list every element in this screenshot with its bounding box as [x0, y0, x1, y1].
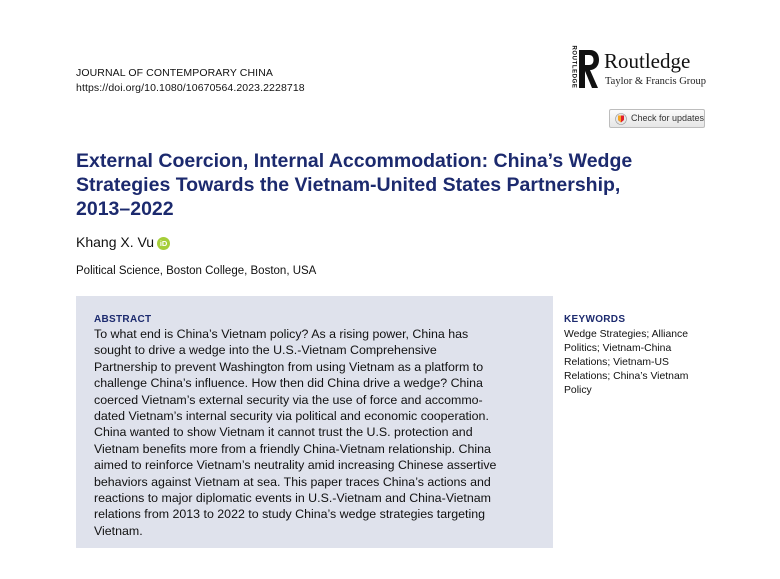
title-line: Strategies Towards the Vietnam-United States Partnership,: [76, 174, 621, 196]
abstract-text: [94, 326, 535, 539]
abstract-line: behaviors against Vietnam at sea. This paper traces China’s actions and: [94, 474, 491, 489]
keywords-list: [564, 328, 714, 398]
abstract-line: reactions to major diplomatic events in U.S.-Vietnam and China-Vietnam: [94, 491, 491, 506]
author-name: Khang X. Vu: [76, 234, 155, 250]
crossmark-icon: [615, 113, 627, 125]
keywords-line: Politics; Vietnam-China: [564, 343, 672, 354]
abstract-line: Partnership to prevent Washington from using Vietnam as a platform to: [94, 359, 484, 374]
article-title: [76, 149, 716, 221]
author-line: [76, 234, 170, 250]
abstract-heading: ABSTRACT: [94, 314, 152, 325]
keywords-line: Wedge Strategies; Alliance: [564, 329, 688, 340]
abstract-line: Vietnam benefits more from a friendly China-Vietnam relationship. China: [94, 441, 491, 456]
abstract-line: Vietnam.: [94, 523, 143, 538]
keywords-line: Relations; China’s Vietnam: [564, 371, 689, 382]
abstract-line: relations from 2013 to 2022 to study China’s wedge strategies targeting: [94, 507, 486, 522]
keywords-line: Relations; Vietnam-US: [564, 357, 669, 368]
journal-doi-link[interactable]: https://doi.org/10.1080/10670564.2023.2228718: [76, 82, 305, 94]
routledge-vertical-wordmark: ROUTLEDGE: [570, 45, 577, 89]
check-for-updates-button[interactable]: [609, 109, 705, 128]
abstract-line: sought to drive a wedge into the U.S.-Vietnam Comprehensive: [94, 343, 437, 358]
journal-header: [76, 66, 305, 96]
publisher-group: Taylor & Francis Group: [605, 76, 707, 87]
abstract-line: China wanted to show Vietnam it cannot trust the U.S. protection and: [94, 425, 473, 440]
publisher-name: Routledge: [604, 49, 691, 73]
title-line: External Coercion, Internal Accommodation: China’s Wedge: [76, 150, 633, 172]
abstract-line: challenge China’s influence. How then did China drive a wedge? China: [94, 376, 483, 391]
abstract-line: aimed to reinforce Vietnam’s neutrality amid increasing Chinese assertive: [94, 458, 497, 473]
title-line: 2013–2022: [76, 198, 174, 220]
journal-name: JOURNAL OF CONTEMPORARY CHINA: [76, 67, 273, 79]
abstract-line: dated Vietnam’s internal security via political and economic cooperation.: [94, 409, 489, 424]
routledge-logo[interactable]: [566, 45, 716, 92]
author-affiliation: Political Science, Boston College, Boston, USA: [76, 265, 317, 277]
check-for-updates-label: Check for updates: [631, 113, 705, 123]
orcid-icon[interactable]: iD: [157, 237, 170, 250]
keywords-heading: KEYWORDS: [564, 314, 626, 325]
abstract-line: To what end is China’s Vietnam policy? As a rising power, China has: [94, 327, 469, 341]
abstract-panel: [76, 296, 553, 548]
abstract-line: coerced Vietnam’s external security via the use of force and accommo-: [94, 392, 483, 407]
keywords-line: Policy: [564, 385, 592, 396]
routledge-r-icon: [579, 50, 599, 88]
